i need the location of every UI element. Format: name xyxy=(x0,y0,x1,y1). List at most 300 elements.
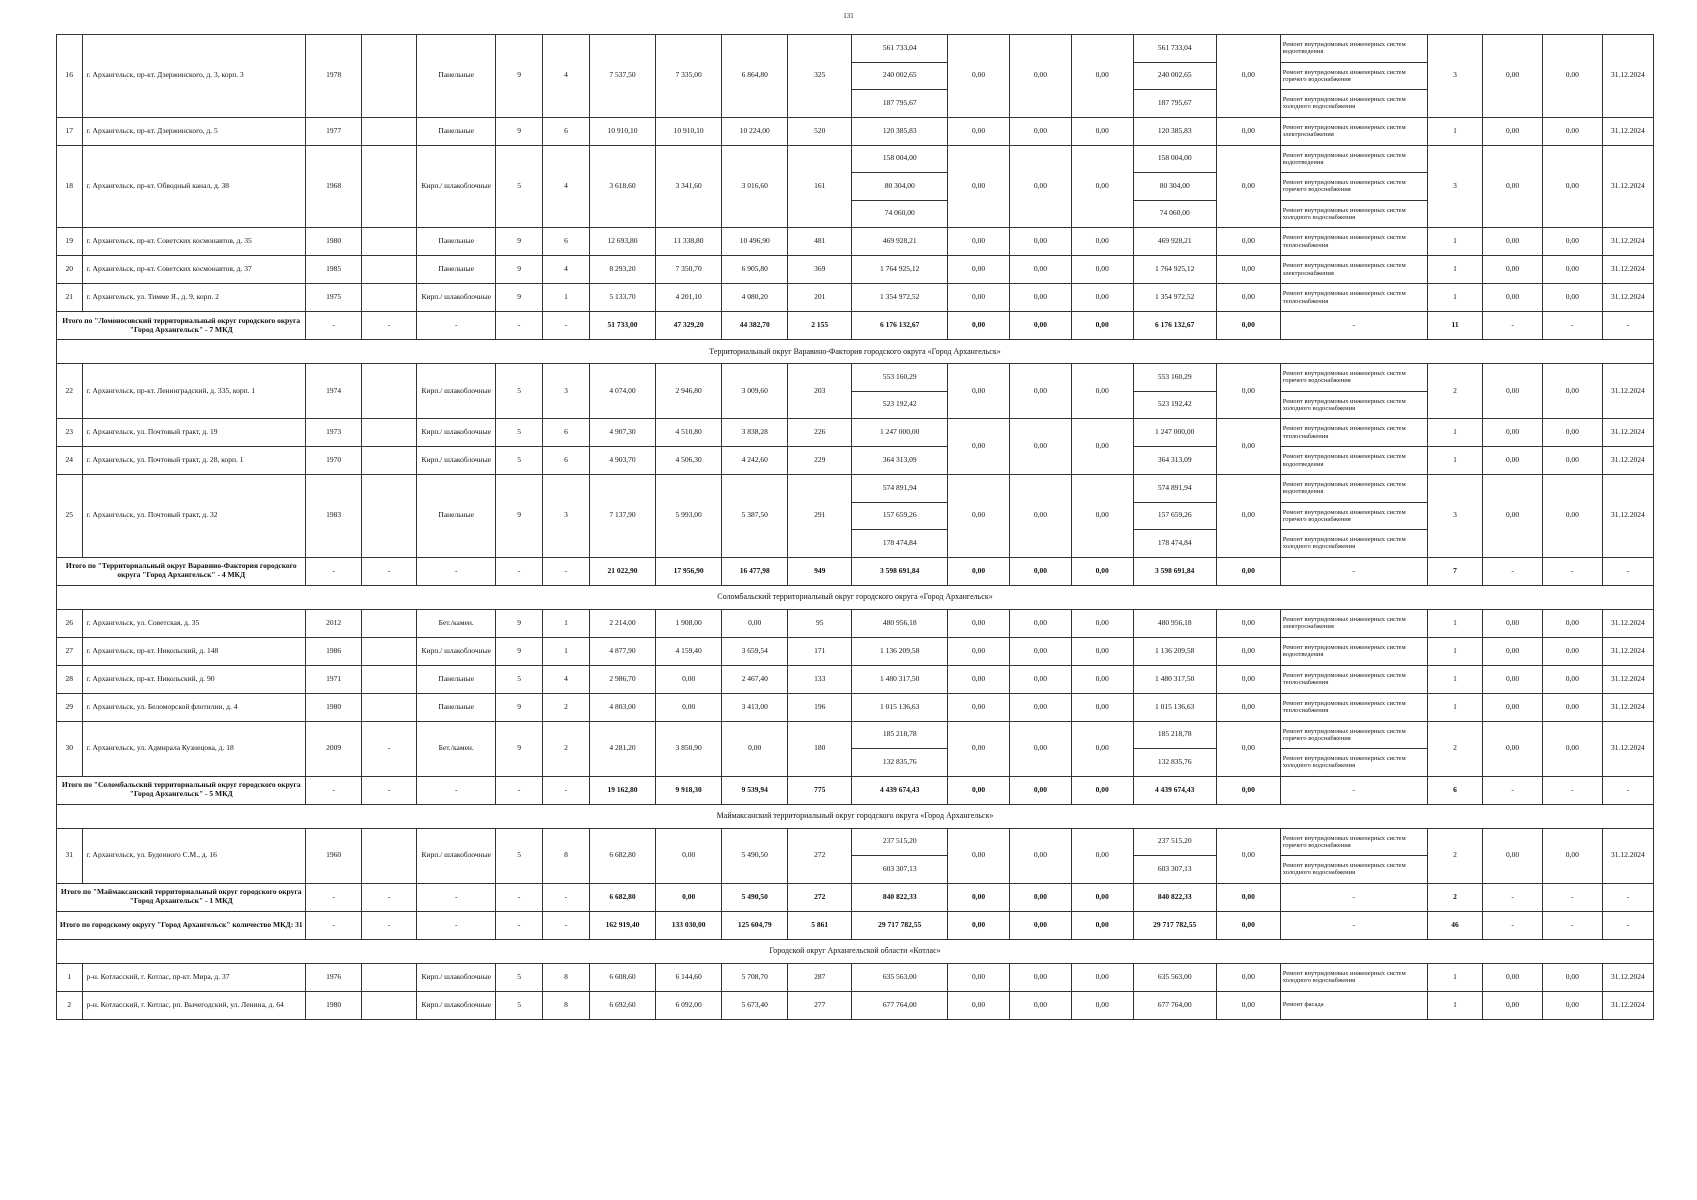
entrances: 6 xyxy=(543,117,590,145)
year-built: 1973 xyxy=(306,419,361,447)
total-year: - xyxy=(306,883,361,911)
floors: 5 xyxy=(496,419,543,447)
area-residential: 0,00 xyxy=(722,721,788,776)
work-type: Ремонт внутридомовых инженерных систем горячего водоснабжения xyxy=(1280,828,1427,856)
row-number: 19 xyxy=(57,228,83,256)
work-cost: 677 764,00 xyxy=(852,991,948,1019)
total-work-count: 46 xyxy=(1427,911,1482,939)
total-fund-regional: 0,00 xyxy=(1009,557,1071,585)
house-address: г. Архангельск, пр-кт. Советских космонавтов, д. 37 xyxy=(82,256,306,284)
work-cost: 364 313,09 xyxy=(852,447,948,475)
fund-local: 0,00 xyxy=(1071,665,1133,693)
total-fund-local: 0,00 xyxy=(1071,312,1133,340)
total-entrances: - xyxy=(543,312,590,340)
fund-owners: 178 474,84 xyxy=(1133,530,1216,558)
area-residential: 0,00 xyxy=(722,609,788,637)
fund-regional: 0,00 xyxy=(1009,963,1071,991)
total-fund-federal: 0,00 xyxy=(948,312,1010,340)
total-cost: 29 717 782,55 xyxy=(852,911,948,939)
wall-material: Кирп./ шлакоблочные xyxy=(417,364,496,419)
fund-regional: 0,00 xyxy=(1009,637,1071,665)
max-cost: 0,00 xyxy=(1542,117,1602,145)
page-number: 131 xyxy=(843,12,854,20)
total-work-count: 7 xyxy=(1427,557,1482,585)
area-premises: 4 510,80 xyxy=(656,419,722,447)
work-type: Ремонт внутридомовых инженерных систем холодного водоснабжения xyxy=(1280,90,1427,118)
entrances: 6 xyxy=(543,419,590,447)
work-cost: 523 192,42 xyxy=(852,391,948,419)
entrances: 4 xyxy=(543,35,590,118)
row-number: 2 xyxy=(57,991,83,1019)
work-type: Ремонт внутридомовых инженерных систем водоотведения xyxy=(1280,145,1427,173)
entrances: 1 xyxy=(543,637,590,665)
work-cost: 1 136 209,58 xyxy=(852,637,948,665)
row-number: 16 xyxy=(57,35,83,118)
total-fund-other: 0,00 xyxy=(1216,883,1280,911)
max-cost: 0,00 xyxy=(1542,35,1602,118)
work-type: Ремонт внутридомовых инженерных систем горячего водоснабжения xyxy=(1280,364,1427,392)
work-type: Ремонт внутридомовых инженерных систем электроснабжения xyxy=(1280,256,1427,284)
house-address: р-н. Котласский, г. Котлас, пр-кт. Мира, д. 37 xyxy=(82,963,306,991)
year-renovation xyxy=(361,447,416,475)
total-area-residential: 16 477,98 xyxy=(722,557,788,585)
fund-federal: 0,00 xyxy=(948,145,1010,228)
floors: 5 xyxy=(496,145,543,228)
completion-date: 31.12.2024 xyxy=(1602,256,1653,284)
floors: 9 xyxy=(496,117,543,145)
work-cost: 469 928,21 xyxy=(852,228,948,256)
total-extra-2: - xyxy=(1542,557,1602,585)
total-wall-material: - xyxy=(417,883,496,911)
year-built: 1960 xyxy=(306,828,361,883)
fund-other: 0,00 xyxy=(1216,228,1280,256)
total-floors: - xyxy=(496,557,543,585)
work-count: 3 xyxy=(1427,35,1482,118)
fund-owners: 603 307,13 xyxy=(1133,856,1216,884)
area-total: 6 608,60 xyxy=(589,963,655,991)
work-type: Ремонт внутридомовых инженерных систем водоотведения xyxy=(1280,447,1427,475)
house-address: г. Архангельск, пр-кт. Никольский, д. 148 xyxy=(82,637,306,665)
floors: 5 xyxy=(496,364,543,419)
row-number: 28 xyxy=(57,665,83,693)
specific-cost: 0,00 xyxy=(1483,447,1543,475)
year-built: 1986 xyxy=(306,637,361,665)
table-row xyxy=(57,665,1654,693)
fund-other: 0,00 xyxy=(1216,721,1280,776)
fund-federal: 0,00 xyxy=(948,693,1010,721)
floors: 9 xyxy=(496,228,543,256)
fund-federal: 0,00 xyxy=(948,991,1010,1019)
year-built: 1983 xyxy=(306,475,361,558)
total-area-premises: 0,00 xyxy=(656,883,722,911)
wall-material: Панельные xyxy=(417,475,496,558)
area-total: 4 877,90 xyxy=(589,637,655,665)
fund-other: 0,00 xyxy=(1216,637,1280,665)
work-type: Ремонт внутридомовых инженерных систем горячего водоснабжения xyxy=(1280,173,1427,201)
area-total: 4 281,20 xyxy=(589,721,655,776)
wall-material: Панельные xyxy=(417,117,496,145)
total-fund-other: 0,00 xyxy=(1216,911,1280,939)
house-address: г. Архангельск, ул. Адмирала Кузнецова, д. 18 xyxy=(82,721,306,776)
work-count: 3 xyxy=(1427,145,1482,228)
entrances: 6 xyxy=(543,447,590,475)
area-total: 4 903,70 xyxy=(589,447,655,475)
wall-material: Кирп./ шлакоблочные xyxy=(417,447,496,475)
entrances: 4 xyxy=(543,256,590,284)
area-total: 3 618,60 xyxy=(589,145,655,228)
year-built: 1977 xyxy=(306,117,361,145)
total-fund-local: 0,00 xyxy=(1071,883,1133,911)
work-type: Ремонт внутридомовых инженерных систем холодного водоснабжения xyxy=(1280,391,1427,419)
specific-cost: 0,00 xyxy=(1483,256,1543,284)
year-renovation xyxy=(361,963,416,991)
house-address: г. Архангельск, пр-кт. Обводный канал, д. 38 xyxy=(82,145,306,228)
area-residential: 5 387,50 xyxy=(722,475,788,558)
work-count: 1 xyxy=(1427,228,1482,256)
total-row xyxy=(57,776,1654,804)
year-renovation xyxy=(361,828,416,883)
row-number: 22 xyxy=(57,364,83,419)
area-total: 10 910,10 xyxy=(589,117,655,145)
fund-owners: 1 480 317,50 xyxy=(1133,665,1216,693)
completion-date: 31.12.2024 xyxy=(1602,364,1653,419)
wall-material: Панельные xyxy=(417,256,496,284)
fund-local: 0,00 xyxy=(1071,284,1133,312)
fund-local: 0,00 xyxy=(1071,419,1133,475)
total-area-residential: 9 539,94 xyxy=(722,776,788,804)
section-row xyxy=(57,340,1654,364)
fund-federal: 0,00 xyxy=(948,475,1010,558)
wall-material: Панельные xyxy=(417,665,496,693)
residents: 520 xyxy=(788,117,852,145)
completion-date: 31.12.2024 xyxy=(1602,721,1653,776)
fund-regional: 0,00 xyxy=(1009,721,1071,776)
row-number: 31 xyxy=(57,828,83,883)
fund-owners: 553 160,29 xyxy=(1133,364,1216,392)
entrances: 3 xyxy=(543,364,590,419)
max-cost: 0,00 xyxy=(1542,665,1602,693)
area-residential: 5 708,70 xyxy=(722,963,788,991)
area-residential: 4 242,60 xyxy=(722,447,788,475)
work-cost: 635 563,00 xyxy=(852,963,948,991)
total-extra-1: - xyxy=(1483,557,1543,585)
fund-federal: 0,00 xyxy=(948,284,1010,312)
total-work-count: 6 xyxy=(1427,776,1482,804)
table-row xyxy=(57,447,1654,475)
total-label: Итого по "Территориальный округ Варавино-Фактория городского округа "Город Архангельск" - 4 МКД xyxy=(57,557,306,585)
wall-material: Бет./камен. xyxy=(417,721,496,776)
work-type: Ремонт внутридомовых инженерных систем теплоснабжения xyxy=(1280,693,1427,721)
fund-owners: 80 304,00 xyxy=(1133,173,1216,201)
total-work-type: - xyxy=(1280,883,1427,911)
section-row xyxy=(57,585,1654,609)
total-wall-material: - xyxy=(417,312,496,340)
register-table xyxy=(56,34,1654,1020)
floors: 5 xyxy=(496,991,543,1019)
area-residential: 6 905,80 xyxy=(722,256,788,284)
total-extra-2: - xyxy=(1542,911,1602,939)
work-cost: 178 474,84 xyxy=(852,530,948,558)
total-fund-regional: 0,00 xyxy=(1009,776,1071,804)
total-residents: 949 xyxy=(788,557,852,585)
row-number: 26 xyxy=(57,609,83,637)
fund-federal: 0,00 xyxy=(948,256,1010,284)
fund-other: 0,00 xyxy=(1216,284,1280,312)
max-cost: 0,00 xyxy=(1542,693,1602,721)
work-count: 1 xyxy=(1427,991,1482,1019)
fund-federal: 0,00 xyxy=(948,609,1010,637)
table-row xyxy=(57,419,1654,447)
total-fund-other: 0,00 xyxy=(1216,776,1280,804)
total-fund-owners: 3 598 691,84 xyxy=(1133,557,1216,585)
work-type: Ремонт внутридомовых инженерных систем водоотведения xyxy=(1280,475,1427,503)
total-fund-local: 0,00 xyxy=(1071,557,1133,585)
fund-owners: 1 764 925,12 xyxy=(1133,256,1216,284)
table-row xyxy=(57,721,1654,749)
total-row xyxy=(57,911,1654,939)
year-built: 1980 xyxy=(306,991,361,1019)
area-total: 4 803,00 xyxy=(589,693,655,721)
row-number: 20 xyxy=(57,256,83,284)
max-cost: 0,00 xyxy=(1542,637,1602,665)
completion-date: 31.12.2024 xyxy=(1602,117,1653,145)
total-year-renovation: - xyxy=(361,557,416,585)
row-number: 17 xyxy=(57,117,83,145)
work-count: 1 xyxy=(1427,256,1482,284)
total-fund-federal: 0,00 xyxy=(948,776,1010,804)
total-extra-2: - xyxy=(1542,312,1602,340)
fund-regional: 0,00 xyxy=(1009,35,1071,118)
max-cost: 0,00 xyxy=(1542,963,1602,991)
area-total: 8 293,20 xyxy=(589,256,655,284)
floors: 9 xyxy=(496,609,543,637)
total-fund-owners: 840 822,33 xyxy=(1133,883,1216,911)
area-total: 6 692,60 xyxy=(589,991,655,1019)
max-cost: 0,00 xyxy=(1542,364,1602,419)
work-count: 1 xyxy=(1427,665,1482,693)
row-number: 23 xyxy=(57,419,83,447)
fund-regional: 0,00 xyxy=(1009,419,1071,475)
area-total: 7 537,50 xyxy=(589,35,655,118)
house-address: г. Архангельск, пр-кт. Ленинградский, д. 335, корп. 1 xyxy=(82,364,306,419)
total-label: Итого по "Ломоносовский территориальный округ городского округа "Город Архангельск" - 7 МКД xyxy=(57,312,306,340)
area-residential: 5 673,40 xyxy=(722,991,788,1019)
fund-local: 0,00 xyxy=(1071,228,1133,256)
total-work-type: - xyxy=(1280,776,1427,804)
max-cost: 0,00 xyxy=(1542,991,1602,1019)
work-type: Ремонт внутридомовых инженерных систем водоотведения xyxy=(1280,637,1427,665)
work-count: 1 xyxy=(1427,447,1482,475)
work-count: 1 xyxy=(1427,284,1482,312)
section-title: Соломбальский территориальный округ городского округа «Город Архангельск» xyxy=(57,585,1654,609)
fund-federal: 0,00 xyxy=(948,35,1010,118)
work-cost: 132 835,76 xyxy=(852,749,948,777)
area-premises: 0,00 xyxy=(656,665,722,693)
fund-owners: 1 354 972,52 xyxy=(1133,284,1216,312)
work-count: 3 xyxy=(1427,475,1482,558)
total-entrances: - xyxy=(543,776,590,804)
area-premises: 5 993,00 xyxy=(656,475,722,558)
fund-local: 0,00 xyxy=(1071,693,1133,721)
work-type: Ремонт внутридомовых инженерных систем горячего водоснабжения xyxy=(1280,62,1427,90)
area-total: 7 137,90 xyxy=(589,475,655,558)
fund-federal: 0,00 xyxy=(948,963,1010,991)
section-title: Городской округ Архангельской области «Котлас» xyxy=(57,939,1654,963)
fund-regional: 0,00 xyxy=(1009,991,1071,1019)
floors: 5 xyxy=(496,963,543,991)
fund-local: 0,00 xyxy=(1071,256,1133,284)
floors: 9 xyxy=(496,475,543,558)
specific-cost: 0,00 xyxy=(1483,364,1543,419)
fund-other: 0,00 xyxy=(1216,364,1280,419)
row-number: 29 xyxy=(57,693,83,721)
total-year-renovation: - xyxy=(361,911,416,939)
year-renovation: - xyxy=(361,721,416,776)
fund-owners: 480 956,18 xyxy=(1133,609,1216,637)
work-type: Ремонт внутридомовых инженерных систем холодного водоснабжения xyxy=(1280,200,1427,228)
area-premises: 0,00 xyxy=(656,693,722,721)
work-cost: 480 956,18 xyxy=(852,609,948,637)
specific-cost: 0,00 xyxy=(1483,475,1543,558)
total-fund-owners: 6 176 132,67 xyxy=(1133,312,1216,340)
area-premises: 10 910,10 xyxy=(656,117,722,145)
total-fund-local: 0,00 xyxy=(1071,911,1133,939)
house-address: г. Архангельск, ул. Почтовый тракт, д. 28, корп. 1 xyxy=(82,447,306,475)
fund-owners: 574 891,94 xyxy=(1133,475,1216,503)
section-row xyxy=(57,939,1654,963)
residents: 291 xyxy=(788,475,852,558)
total-fund-federal: 0,00 xyxy=(948,883,1010,911)
area-total: 6 682,80 xyxy=(589,828,655,883)
fund-owners: 364 313,09 xyxy=(1133,447,1216,475)
fund-regional: 0,00 xyxy=(1009,228,1071,256)
work-count: 1 xyxy=(1427,637,1482,665)
completion-date: 31.12.2024 xyxy=(1602,665,1653,693)
fund-other: 0,00 xyxy=(1216,963,1280,991)
work-type: Ремонт внутридомовых инженерных систем водоотведения xyxy=(1280,35,1427,63)
completion-date: 31.12.2024 xyxy=(1602,35,1653,118)
fund-owners: 561 733,04 xyxy=(1133,35,1216,63)
work-cost: 237 515,20 xyxy=(852,828,948,856)
floors: 9 xyxy=(496,284,543,312)
specific-cost: 0,00 xyxy=(1483,828,1543,883)
row-number: 1 xyxy=(57,963,83,991)
entrances: 8 xyxy=(543,963,590,991)
year-renovation xyxy=(361,475,416,558)
fund-owners: 120 385,83 xyxy=(1133,117,1216,145)
total-label: Итого по "Маймаксанский территориальный округ городского округа "Город Архангельск" - 1 МКД xyxy=(57,883,306,911)
fund-owners: 1 136 209,58 xyxy=(1133,637,1216,665)
area-residential: 4 080,20 xyxy=(722,284,788,312)
work-cost: 185 218,78 xyxy=(852,721,948,749)
table-row xyxy=(57,963,1654,991)
total-fund-regional: 0,00 xyxy=(1009,911,1071,939)
fund-federal: 0,00 xyxy=(948,828,1010,883)
total-cost: 4 439 674,43 xyxy=(852,776,948,804)
completion-date: 31.12.2024 xyxy=(1602,991,1653,1019)
total-extra-1: - xyxy=(1483,911,1543,939)
fund-owners: 523 192,42 xyxy=(1133,391,1216,419)
total-extra-1: - xyxy=(1483,883,1543,911)
area-premises: 7 350,70 xyxy=(656,256,722,284)
fund-regional: 0,00 xyxy=(1009,364,1071,419)
work-type: Ремонт внутридомовых инженерных систем теплоснабжения xyxy=(1280,665,1427,693)
residents: 95 xyxy=(788,609,852,637)
area-premises: 4 159,40 xyxy=(656,637,722,665)
area-residential: 5 490,50 xyxy=(722,828,788,883)
entrances: 1 xyxy=(543,284,590,312)
entrances: 8 xyxy=(543,991,590,1019)
year-built: 1974 xyxy=(306,364,361,419)
work-count: 1 xyxy=(1427,117,1482,145)
completion-date: 31.12.2024 xyxy=(1602,963,1653,991)
area-total: 4 907,30 xyxy=(589,419,655,447)
total-entrances: - xyxy=(543,557,590,585)
total-fund-regional: 0,00 xyxy=(1009,312,1071,340)
table-row xyxy=(57,475,1654,503)
fund-regional: 0,00 xyxy=(1009,256,1071,284)
total-area-residential: 44 382,70 xyxy=(722,312,788,340)
residents: 325 xyxy=(788,35,852,118)
fund-regional: 0,00 xyxy=(1009,284,1071,312)
total-fund-other: 0,00 xyxy=(1216,312,1280,340)
total-year-renovation: - xyxy=(361,312,416,340)
table-row xyxy=(57,284,1654,312)
work-type: Ремонт внутридомовых инженерных систем холодного водоснабжения xyxy=(1280,749,1427,777)
fund-local: 0,00 xyxy=(1071,721,1133,776)
total-label: Итого по городскому округу "Город Архангельск" количество МКД: 31 xyxy=(57,911,306,939)
wall-material: Кирп./ шлакоблочные xyxy=(417,991,496,1019)
total-floors: - xyxy=(496,883,543,911)
work-cost: 80 304,00 xyxy=(852,173,948,201)
house-address: г. Архангельск, ул. Беломорской флотилии, д. 4 xyxy=(82,693,306,721)
max-cost: 0,00 xyxy=(1542,447,1602,475)
floors: 5 xyxy=(496,665,543,693)
year-renovation xyxy=(361,364,416,419)
fund-owners: 158 004,00 xyxy=(1133,145,1216,173)
total-residents: 775 xyxy=(788,776,852,804)
max-cost: 0,00 xyxy=(1542,145,1602,228)
year-renovation xyxy=(361,228,416,256)
total-fund-owners: 29 717 782,55 xyxy=(1133,911,1216,939)
area-premises: 1 908,00 xyxy=(656,609,722,637)
work-cost: 187 795,67 xyxy=(852,90,948,118)
total-row xyxy=(57,557,1654,585)
table-row xyxy=(57,637,1654,665)
work-type: Ремонт внутридомовых инженерных систем теплоснабжения xyxy=(1280,419,1427,447)
work-count: 2 xyxy=(1427,721,1482,776)
total-cost: 3 598 691,84 xyxy=(852,557,948,585)
work-type: Ремонт внутридомовых инженерных систем холодного водоснабжения xyxy=(1280,963,1427,991)
fund-owners: 469 928,21 xyxy=(1133,228,1216,256)
work-type: Ремонт фасада xyxy=(1280,991,1427,1019)
year-built: 1970 xyxy=(306,447,361,475)
entrances: 4 xyxy=(543,145,590,228)
work-cost: 1 764 925,12 xyxy=(852,256,948,284)
total-work-count: 11 xyxy=(1427,312,1482,340)
area-premises: 2 946,80 xyxy=(656,364,722,419)
year-renovation xyxy=(361,609,416,637)
wall-material: Бет./камен. xyxy=(417,609,496,637)
area-premises: 11 338,80 xyxy=(656,228,722,256)
total-wall-material: - xyxy=(417,911,496,939)
max-cost: 0,00 xyxy=(1542,228,1602,256)
total-residents: 272 xyxy=(788,883,852,911)
total-year: - xyxy=(306,911,361,939)
fund-local: 0,00 xyxy=(1071,637,1133,665)
table-row xyxy=(57,145,1654,173)
work-type: Ремонт внутридомовых инженерных систем холодного водоснабжения xyxy=(1280,856,1427,884)
